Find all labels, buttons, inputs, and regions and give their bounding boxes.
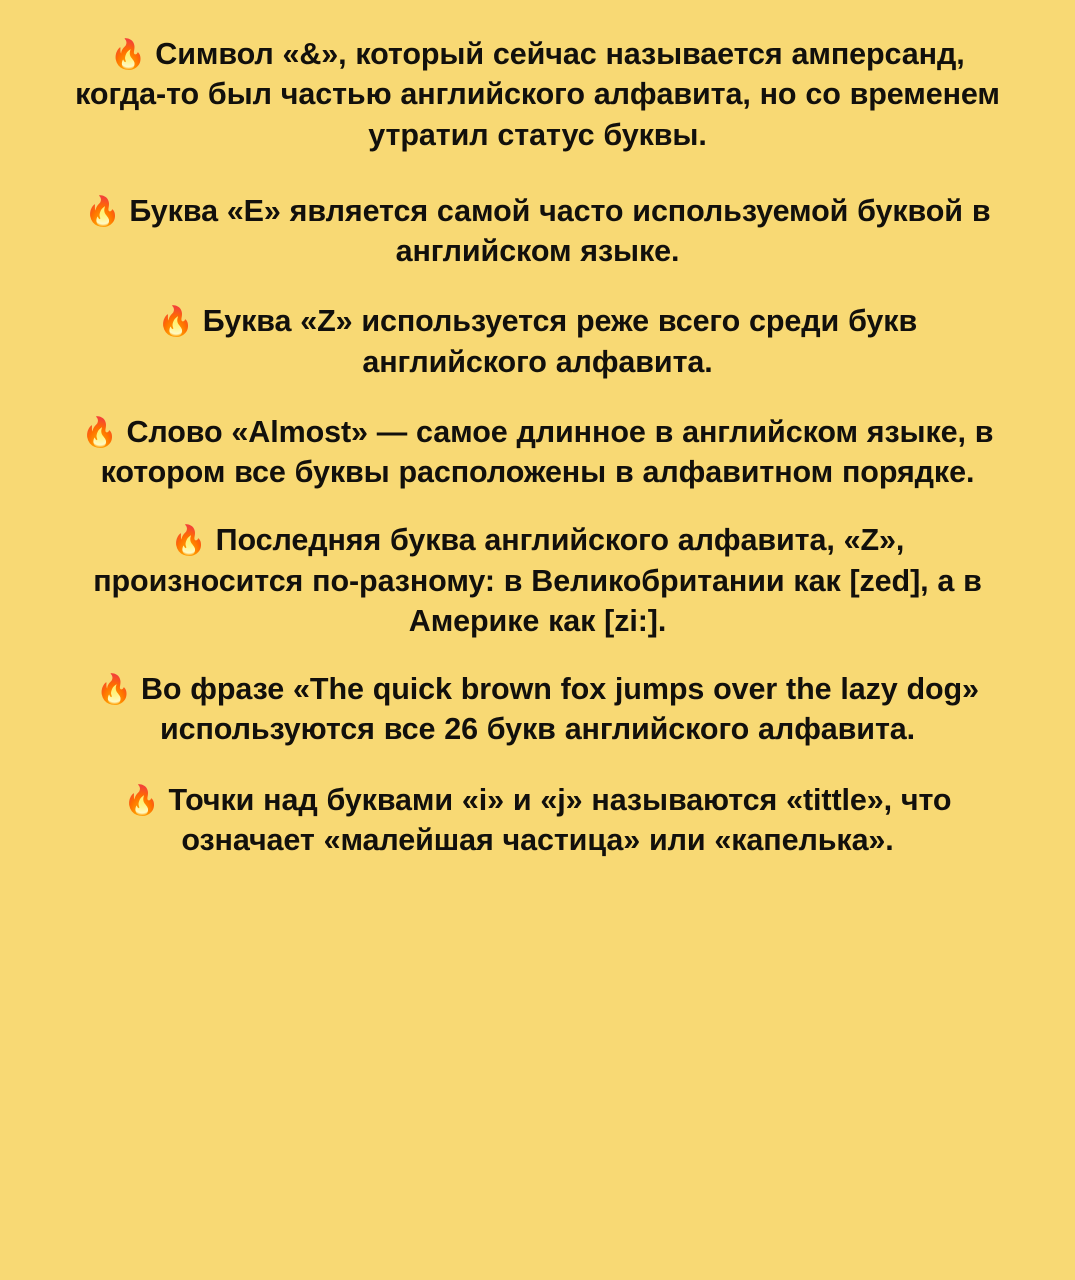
fact-text: Во фразе «The quick brown fox jumps over the lazy dog» используются все 26 букв английского алфавита. bbox=[140, 672, 979, 747]
fact-item bbox=[70, 34, 1005, 155]
fact-text: Точки над буквами «i» и «j» называются «tittle», что означает «малейшая частица» или «капелька». bbox=[168, 782, 952, 857]
fact-item bbox=[70, 669, 1005, 750]
fact-text: Символ «&», который сейчас называется амперсанд, когда-то был частью английского алфавита, но со временем утратил статус буквы. bbox=[75, 37, 1000, 152]
fire-emoji-icon: 🔥 bbox=[96, 674, 133, 706]
fire-emoji-icon: 🔥 bbox=[84, 195, 121, 228]
fact-item bbox=[70, 191, 1005, 272]
fact-text: Слово «Almost» — самое длинное в английском языке, в котором все буквы расположены в алфавитном порядке. bbox=[100, 414, 994, 489]
fact-text: Буква «Z» используется реже всего среди букв английского алфавита. bbox=[202, 304, 918, 379]
fire-emoji-icon: 🔥 bbox=[81, 416, 118, 449]
fact-item bbox=[70, 520, 1005, 641]
fire-emoji-icon: 🔥 bbox=[110, 39, 147, 71]
fact-text: Буква «E» является самой часто используемой буквой в английском языке. bbox=[129, 193, 991, 268]
fact-item bbox=[70, 412, 1005, 493]
fire-emoji-icon: 🔥 bbox=[170, 525, 207, 558]
fact-item bbox=[70, 780, 1005, 861]
fire-emoji-icon: 🔥 bbox=[157, 306, 194, 339]
fact-text: Последняя буква английского алфавита, «Z», произносится по-разному: в Великобритании как [zed], а в Америке как [zi:]. bbox=[93, 523, 982, 638]
fact-item bbox=[70, 301, 1005, 382]
fire-emoji-icon: 🔥 bbox=[123, 784, 160, 817]
